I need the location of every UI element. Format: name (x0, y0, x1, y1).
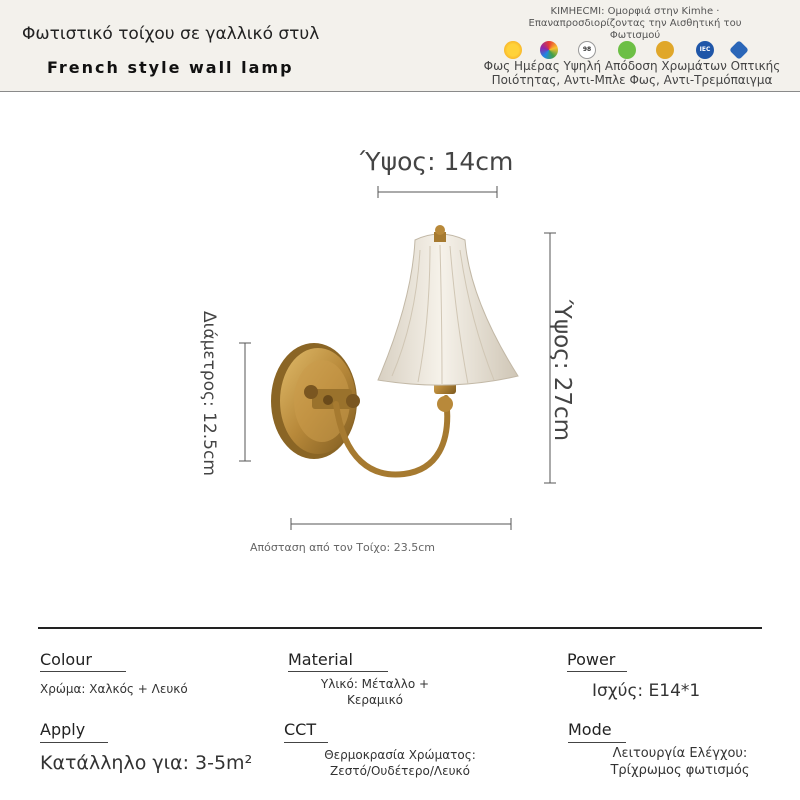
spec-value-colour: Χρώμα: Χαλκός + Λευκό (40, 682, 188, 696)
lamp-shade (378, 234, 518, 385)
spec-value-cct-line-1: Θερμοκρασία Χρώματος: (324, 748, 476, 762)
dimension-line-width (378, 186, 497, 198)
shade-finial (434, 225, 446, 242)
spec-value-cct (300, 747, 500, 779)
height-dimension-label: Ύψος: 27cm (549, 300, 575, 442)
spec-value-mode-line-2: Τρίχρωμος φωτισμός (610, 763, 750, 778)
diameter-dimension-label: Διάμετρος: 12.5cm (199, 311, 219, 476)
ra98-icon: 98 (578, 41, 596, 59)
section-divider (38, 627, 762, 629)
spec-underline-material (288, 671, 388, 672)
spec-label-colour: Colour (40, 650, 92, 669)
spec-underline-cct (284, 742, 328, 743)
width-dimension-label: Ύψος: 14cm (360, 147, 514, 176)
iec-icon: IEC (696, 41, 714, 59)
spec-underline-colour (40, 671, 126, 672)
spec-value-cct-line-2: Ζεστό/Ουδέτερο/Λευκό (330, 764, 470, 778)
spec-value-mode (580, 745, 780, 779)
spec-underline-power (567, 671, 627, 672)
dimension-line-diameter (239, 343, 251, 461)
dimension-line-wall-distance (291, 518, 511, 530)
spec-label-apply: Apply (40, 720, 86, 739)
cert-caption-line-1: Φως Ημέρας Υψηλή Απόδοση Χρωμάτων Οπτικής (483, 59, 781, 73)
wall-distance-label: Απόσταση από τον Τοίχο: 23.5cm (250, 541, 435, 554)
spec-label-power: Power (567, 650, 616, 669)
spec-label-mode: Mode (568, 720, 612, 739)
cert-caption-line-2: Ποιότητας, Αντι-Μπλε Φως, Αντι-Τρεμόπαιγμα (491, 73, 773, 87)
product-title-english: French style wall lamp (47, 58, 294, 77)
spec-value-material-line-2: Κεραμικό (347, 693, 403, 707)
spec-value-material-line-1: Υλικό: Μέταλλο + (320, 677, 430, 691)
spec-value-material (300, 676, 450, 708)
spec-label-material: Material (288, 650, 353, 669)
spec-value-mode-line-1: Λειτουργία Ελέγχου: (612, 746, 748, 761)
spec-value-apply: Κατάλληλο για: 3-5m² (40, 752, 253, 774)
brand-line-1: KIMHECMI: Ομορφιά στην Kimhe · (550, 6, 720, 17)
spec-label-cct: CCT (284, 720, 317, 739)
spec-underline-mode (568, 742, 626, 743)
spec-underline-apply (40, 742, 108, 743)
brand-line-3: Φωτισμού (609, 30, 661, 41)
spec-value-power: Ισχύς: E14*1 (592, 681, 701, 701)
product-title-greek: Φωτιστικό τοίχου σε γαλλικό στυλ (22, 24, 320, 44)
brand-line-2: Επαναπροσδιορίζοντας την Αισθητική του (528, 18, 742, 29)
